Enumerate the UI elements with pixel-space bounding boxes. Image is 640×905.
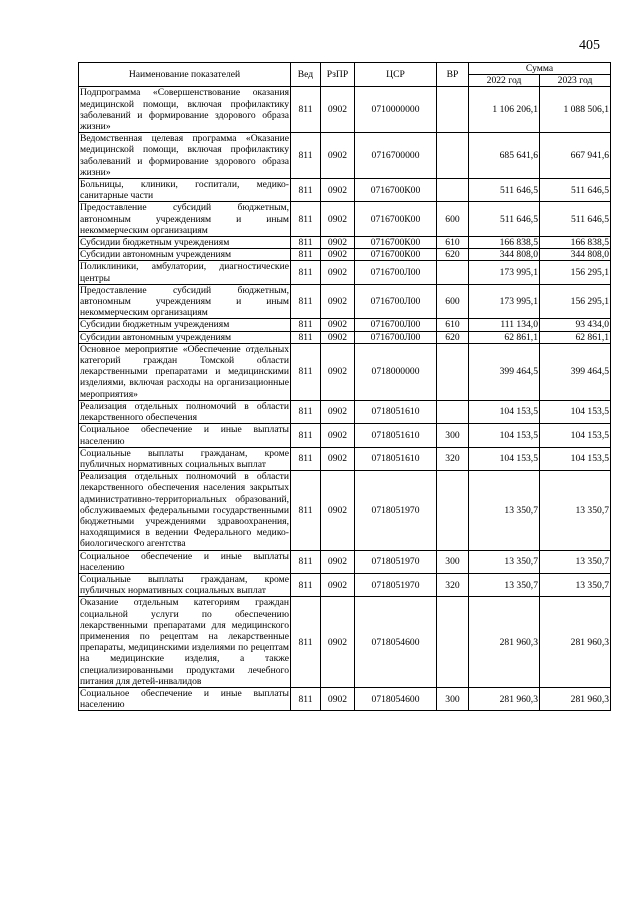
- row-name: Социальное обеспечение и иные выплаты населению: [80, 424, 289, 447]
- row-sum-2023: 281 960,3: [540, 687, 611, 710]
- row-sum-2023: 156 295,1: [540, 284, 611, 319]
- row-sum-2022: 344 808,0: [469, 249, 540, 261]
- header-vr: ВР: [437, 63, 469, 87]
- row-sum-2022: 511 646,5: [469, 179, 540, 202]
- row-name: Ведомственная целевая программа «Оказание медицинской помощи, включая профилактику заболеваний и формирование здорового образа жизни»: [80, 133, 289, 178]
- row-ved: 811: [291, 331, 321, 343]
- row-csr: 0718051970: [355, 573, 437, 596]
- row-sum-2023: 156 295,1: [540, 261, 611, 284]
- row-sum-2022: 104 153,5: [469, 447, 540, 470]
- row-rzpr: 0902: [321, 400, 355, 423]
- row-sum-2022: 281 960,3: [469, 597, 540, 688]
- row-sum-2023: 104 153,5: [540, 447, 611, 470]
- table-row: [79, 284, 611, 319]
- row-ved: 811: [291, 237, 321, 249]
- row-sum-2022: 111 134,0: [469, 319, 540, 331]
- row-vr: 300: [437, 424, 469, 447]
- table-row: [79, 261, 611, 284]
- table-row: [79, 550, 611, 573]
- row-csr: 0718054600: [355, 597, 437, 688]
- row-sum-2023: 281 960,3: [540, 597, 611, 688]
- row-ved: 811: [291, 284, 321, 319]
- row-csr: 0716700Л00: [355, 319, 437, 331]
- row-sum-2022: 13 350,7: [469, 471, 540, 550]
- row-vr: [437, 471, 469, 550]
- row-vr: [437, 597, 469, 688]
- table-row: [79, 237, 611, 249]
- row-name: Реализация отдельных полномочий в области лекарственного обеспечения: [80, 400, 289, 424]
- header-year-2023: 2023 год: [540, 75, 611, 87]
- row-name: Субсидии бюджетным учреждениям: [79, 237, 291, 249]
- row-csr: 0718051610: [355, 424, 437, 447]
- row-name: Социальное обеспечение и иные выплаты населению: [80, 550, 289, 573]
- row-vr: 320: [437, 447, 469, 470]
- row-csr: 0718051610: [355, 400, 437, 423]
- row-name: Субсидии бюджетным учреждениям: [79, 319, 291, 331]
- row-ved: 811: [291, 400, 321, 423]
- table-row: [79, 471, 611, 550]
- row-sum-2023: 344 808,0: [540, 249, 611, 261]
- row-sum-2022: 399 464,5: [469, 343, 540, 400]
- row-rzpr: 0902: [321, 87, 355, 133]
- table-row: [79, 133, 611, 179]
- row-vr: 600: [437, 284, 469, 319]
- row-sum-2023: 667 941,6: [540, 133, 611, 179]
- row-rzpr: 0902: [321, 687, 355, 710]
- row-rzpr: 0902: [321, 424, 355, 447]
- row-rzpr: 0902: [321, 133, 355, 179]
- row-rzpr: 0902: [321, 202, 355, 237]
- row-sum-2022: 173 995,1: [469, 261, 540, 284]
- row-rzpr: 0902: [321, 597, 355, 688]
- header-csr: ЦСР: [355, 63, 437, 87]
- row-ved: 811: [291, 550, 321, 573]
- row-csr: 0716700К00: [355, 237, 437, 249]
- row-ved: 811: [291, 424, 321, 447]
- row-sum-2022: 173 995,1: [469, 284, 540, 319]
- table-row: [79, 424, 611, 447]
- row-name: Подпрограмма «Совершенствование оказания медицинской помощи, включая профилактику заболеваний и формирование здорового образа жизни»: [80, 87, 289, 133]
- row-csr: 0718051610: [355, 447, 437, 470]
- header-sum: Сумма: [469, 63, 611, 75]
- row-name: Поликлиники, амбулатории, диагностические центры: [80, 261, 289, 284]
- row-sum-2022: 166 838,5: [469, 237, 540, 249]
- row-name: Основное мероприятие «Обеспечение отдельных категорий граждан Томской области лекарственными препаратами и медицинскими изделиями, включая расходы на организационные мероприятия»: [80, 343, 289, 400]
- row-name: Субсидии автономным учреждениям: [79, 331, 291, 343]
- table-row: [79, 597, 611, 688]
- budget-table: [78, 62, 611, 711]
- row-ved: 811: [291, 471, 321, 550]
- row-sum-2022: 13 350,7: [469, 550, 540, 573]
- row-rzpr: 0902: [321, 573, 355, 596]
- table-row: [79, 179, 611, 202]
- row-sum-2023: 13 350,7: [540, 573, 611, 596]
- row-rzpr: 0902: [321, 447, 355, 470]
- row-rzpr: 0902: [321, 331, 355, 343]
- row-csr: 0718051970: [355, 550, 437, 573]
- row-rzpr: 0902: [321, 249, 355, 261]
- row-sum-2022: 104 153,5: [469, 400, 540, 423]
- row-rzpr: 0902: [321, 550, 355, 573]
- table-row: [79, 249, 611, 261]
- header-name: Наименование показателей: [79, 63, 291, 87]
- row-name: Социальные выплаты гражданам, кроме публичных нормативных социальных выплат: [80, 447, 289, 470]
- row-sum-2023: 13 350,7: [540, 471, 611, 550]
- row-csr: 0716700К00: [355, 249, 437, 261]
- table-row: [79, 400, 611, 423]
- row-ved: 811: [291, 319, 321, 331]
- row-name: Субсидии автономным учреждениям: [79, 249, 291, 261]
- table-row: [79, 573, 611, 596]
- table-row: [79, 343, 611, 400]
- row-sum-2023: 166 838,5: [540, 237, 611, 249]
- row-sum-2023: 511 646,5: [540, 179, 611, 202]
- row-vr: [437, 133, 469, 179]
- row-ved: 811: [291, 249, 321, 261]
- row-sum-2023: 13 350,7: [540, 550, 611, 573]
- row-vr: 620: [437, 331, 469, 343]
- row-ved: 811: [291, 597, 321, 688]
- row-sum-2022: 685 641,6: [469, 133, 540, 179]
- row-sum-2023: 62 861,1: [540, 331, 611, 343]
- row-name: Больницы, клиники, госпитали, медико-санитарные части: [80, 179, 289, 202]
- row-sum-2022: 1 106 206,1: [469, 87, 540, 133]
- row-sum-2022: 511 646,5: [469, 202, 540, 237]
- row-vr: [437, 400, 469, 423]
- row-vr: 610: [437, 237, 469, 249]
- row-vr: [437, 179, 469, 202]
- header-ved: Вед: [291, 63, 321, 87]
- table-row: [79, 87, 611, 133]
- header-rzpr: РзПР: [321, 63, 355, 87]
- row-sum-2022: 13 350,7: [469, 573, 540, 596]
- row-vr: [437, 87, 469, 133]
- table-row: [79, 447, 611, 470]
- row-vr: 300: [437, 550, 469, 573]
- row-csr: 0716700Л00: [355, 284, 437, 319]
- row-vr: 620: [437, 249, 469, 261]
- row-rzpr: 0902: [321, 343, 355, 400]
- table-row: [79, 687, 611, 710]
- row-csr: 0716700000: [355, 133, 437, 179]
- row-vr: [437, 343, 469, 400]
- row-ved: 811: [291, 261, 321, 284]
- row-sum-2022: 281 960,3: [469, 687, 540, 710]
- row-csr: 0716700Л00: [355, 331, 437, 343]
- row-csr: 0710000000: [355, 87, 437, 133]
- row-csr: 0716700К00: [355, 179, 437, 202]
- row-rzpr: 0902: [321, 179, 355, 202]
- row-csr: 0716700Л00: [355, 261, 437, 284]
- row-sum-2023: 104 153,5: [540, 400, 611, 423]
- row-rzpr: 0902: [321, 284, 355, 319]
- row-ved: 811: [291, 202, 321, 237]
- row-csr: 0716700К00: [355, 202, 437, 237]
- row-rzpr: 0902: [321, 471, 355, 550]
- table-row: [79, 319, 611, 331]
- row-vr: 300: [437, 687, 469, 710]
- row-ved: 811: [291, 133, 321, 179]
- row-sum-2022: 104 153,5: [469, 424, 540, 447]
- row-sum-2023: 104 153,5: [540, 424, 611, 447]
- table-row: [79, 331, 611, 343]
- row-csr: 0718054600: [355, 687, 437, 710]
- row-sum-2023: 399 464,5: [540, 343, 611, 400]
- row-ved: 811: [291, 687, 321, 710]
- row-csr: 0718000000: [355, 343, 437, 400]
- row-name: Социальное обеспечение и иные выплаты населению: [80, 687, 289, 711]
- header-year-2022: 2022 год: [469, 75, 540, 87]
- row-name: Реализация отдельных полномочий в области лекарственного обеспечения населения закрытых административно-территориальных образований, обслуживаемых федеральными государственными бюджетными учреждениями здравоохранения, находящимися в ведении Федерального медико-биологического агентства: [80, 471, 289, 550]
- row-ved: 811: [291, 179, 321, 202]
- row-ved: 811: [291, 343, 321, 400]
- row-sum-2023: 511 646,5: [540, 202, 611, 237]
- row-vr: 610: [437, 319, 469, 331]
- row-vr: 320: [437, 573, 469, 596]
- row-rzpr: 0902: [321, 319, 355, 331]
- row-csr: 0718051970: [355, 471, 437, 550]
- row-name: Социальные выплаты гражданам, кроме публичных нормативных социальных выплат: [80, 573, 289, 597]
- row-name: Оказание отдельным категориям граждан социальной услуги по обеспечению лекарственными препаратами для медицинского применения по рецептам на лекарственные препараты, медицинскими изделиями по рецептам на медицинские изделия, а также специализированными продуктами лечебного питания для детей-инвалидов: [80, 597, 289, 687]
- row-name: Предоставление субсидий бюджетным, автономным учреждениям и иным некоммерческим организациям: [80, 202, 289, 236]
- row-rzpr: 0902: [321, 261, 355, 284]
- row-rzpr: 0902: [321, 237, 355, 249]
- row-sum-2023: 1 088 506,1: [540, 87, 611, 133]
- row-ved: 811: [291, 573, 321, 596]
- row-vr: [437, 261, 469, 284]
- row-sum-2022: 62 861,1: [469, 331, 540, 343]
- row-ved: 811: [291, 87, 321, 133]
- row-name: Предоставление субсидий бюджетным, автономным учреждениям и иным некоммерческим организациям: [80, 284, 289, 319]
- row-sum-2023: 93 434,0: [540, 319, 611, 331]
- row-ved: 811: [291, 447, 321, 470]
- row-vr: 600: [437, 202, 469, 237]
- page-number: 405: [579, 38, 600, 53]
- table-row: [79, 202, 611, 237]
